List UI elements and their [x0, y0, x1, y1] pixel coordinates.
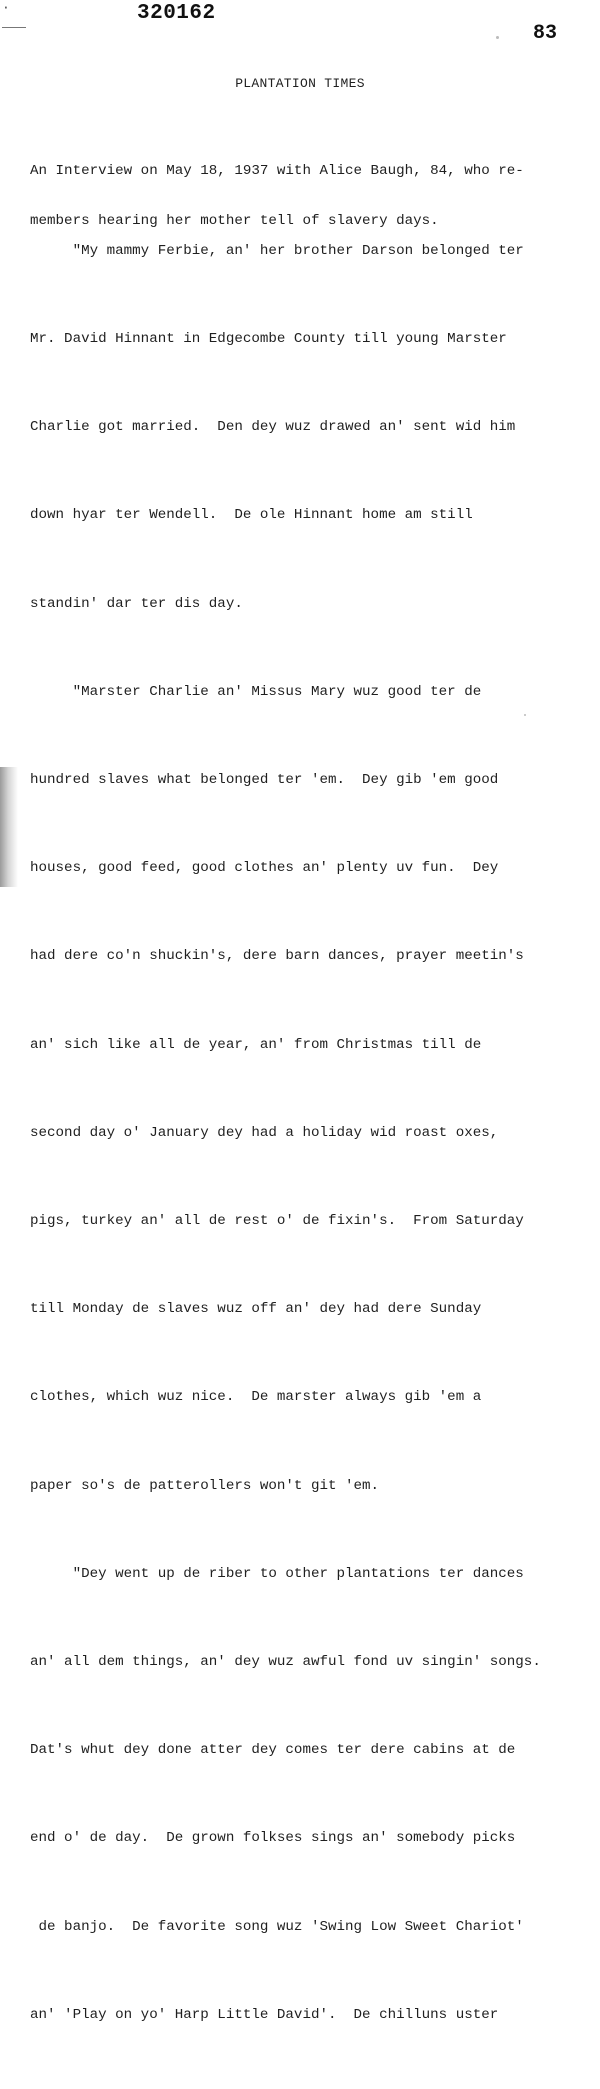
text-line: "Marster Charlie an' Missus Mary wuz good ter de — [30, 683, 482, 700]
text-line: houses, good feed, good clothes an' plenty uv fun. Dey — [30, 860, 499, 877]
text-line: second day o' January dey had a holiday wid roast oxes, — [30, 1124, 499, 1141]
text-line: standin' dar ter dis day. — [30, 595, 243, 612]
text-line: an' 'Play on yo' Harp Little David'. De chilluns uster — [30, 2006, 499, 2023]
text-line: pigs, turkey an' all de rest o' de fixin's. From Saturday — [30, 1213, 524, 1230]
text-line: an' all dem things, an' dey wuz awful fond uv singin' songs. — [30, 1654, 541, 1671]
text-line: an' sich like all de year, an' from Christmas till de — [30, 1036, 482, 1053]
text-line: Charlie got married. Den dey wuz drawed an' sent wid him — [30, 419, 516, 436]
paper-speck — [524, 714, 526, 716]
intro-line: members hearing her mother tell of slavery days. — [30, 212, 439, 229]
text-line: paper so's de patterollers won't git 'em. — [30, 1477, 380, 1494]
archive-stamp-number: 320162 — [137, 2, 216, 25]
interview-text — [30, 178, 590, 2089]
intro-line: An Interview on May 18, 1937 with Alice Baugh, 84, who re- — [30, 163, 524, 179]
document-title: PLANTATION TIMES — [235, 76, 365, 91]
text-line: clothes, which wuz nice. De marster always gib 'em a — [30, 1389, 482, 1406]
page-number: 83 — [533, 22, 558, 45]
corner-mark: · — [2, 0, 10, 15]
text-line: "My mammy Ferbie, an' her brother Darson belonged ter — [30, 242, 524, 259]
text-line: "Dey went up de riber to other plantations ter dances — [30, 1565, 524, 1582]
text-line: de banjo. De favorite song wuz 'Swing Low Sweet Chariot' — [30, 1918, 524, 1935]
text-line: hundred slaves what belonged ter 'em. Dey gib 'em good — [30, 772, 499, 789]
corner-dash — [2, 27, 26, 28]
paper-speck — [496, 36, 499, 39]
text-line: end o' de day. De grown folkses sings an' somebody picks — [30, 1830, 516, 1847]
text-line: Mr. David Hinnant in Edgecombe County till young Marster — [30, 331, 507, 348]
text-line: till Monday de slaves wuz off an' dey had dere Sunday — [30, 1301, 482, 1318]
text-line: Dat's whut dey done atter dey comes ter dere cabins at de — [30, 1742, 516, 1759]
page-edge-shadow — [0, 767, 18, 887]
text-line: had dere co'n shuckin's, dere barn dances, prayer meetin's — [30, 948, 524, 965]
text-line: down hyar ter Wendell. De ole Hinnant home am still — [30, 507, 473, 524]
